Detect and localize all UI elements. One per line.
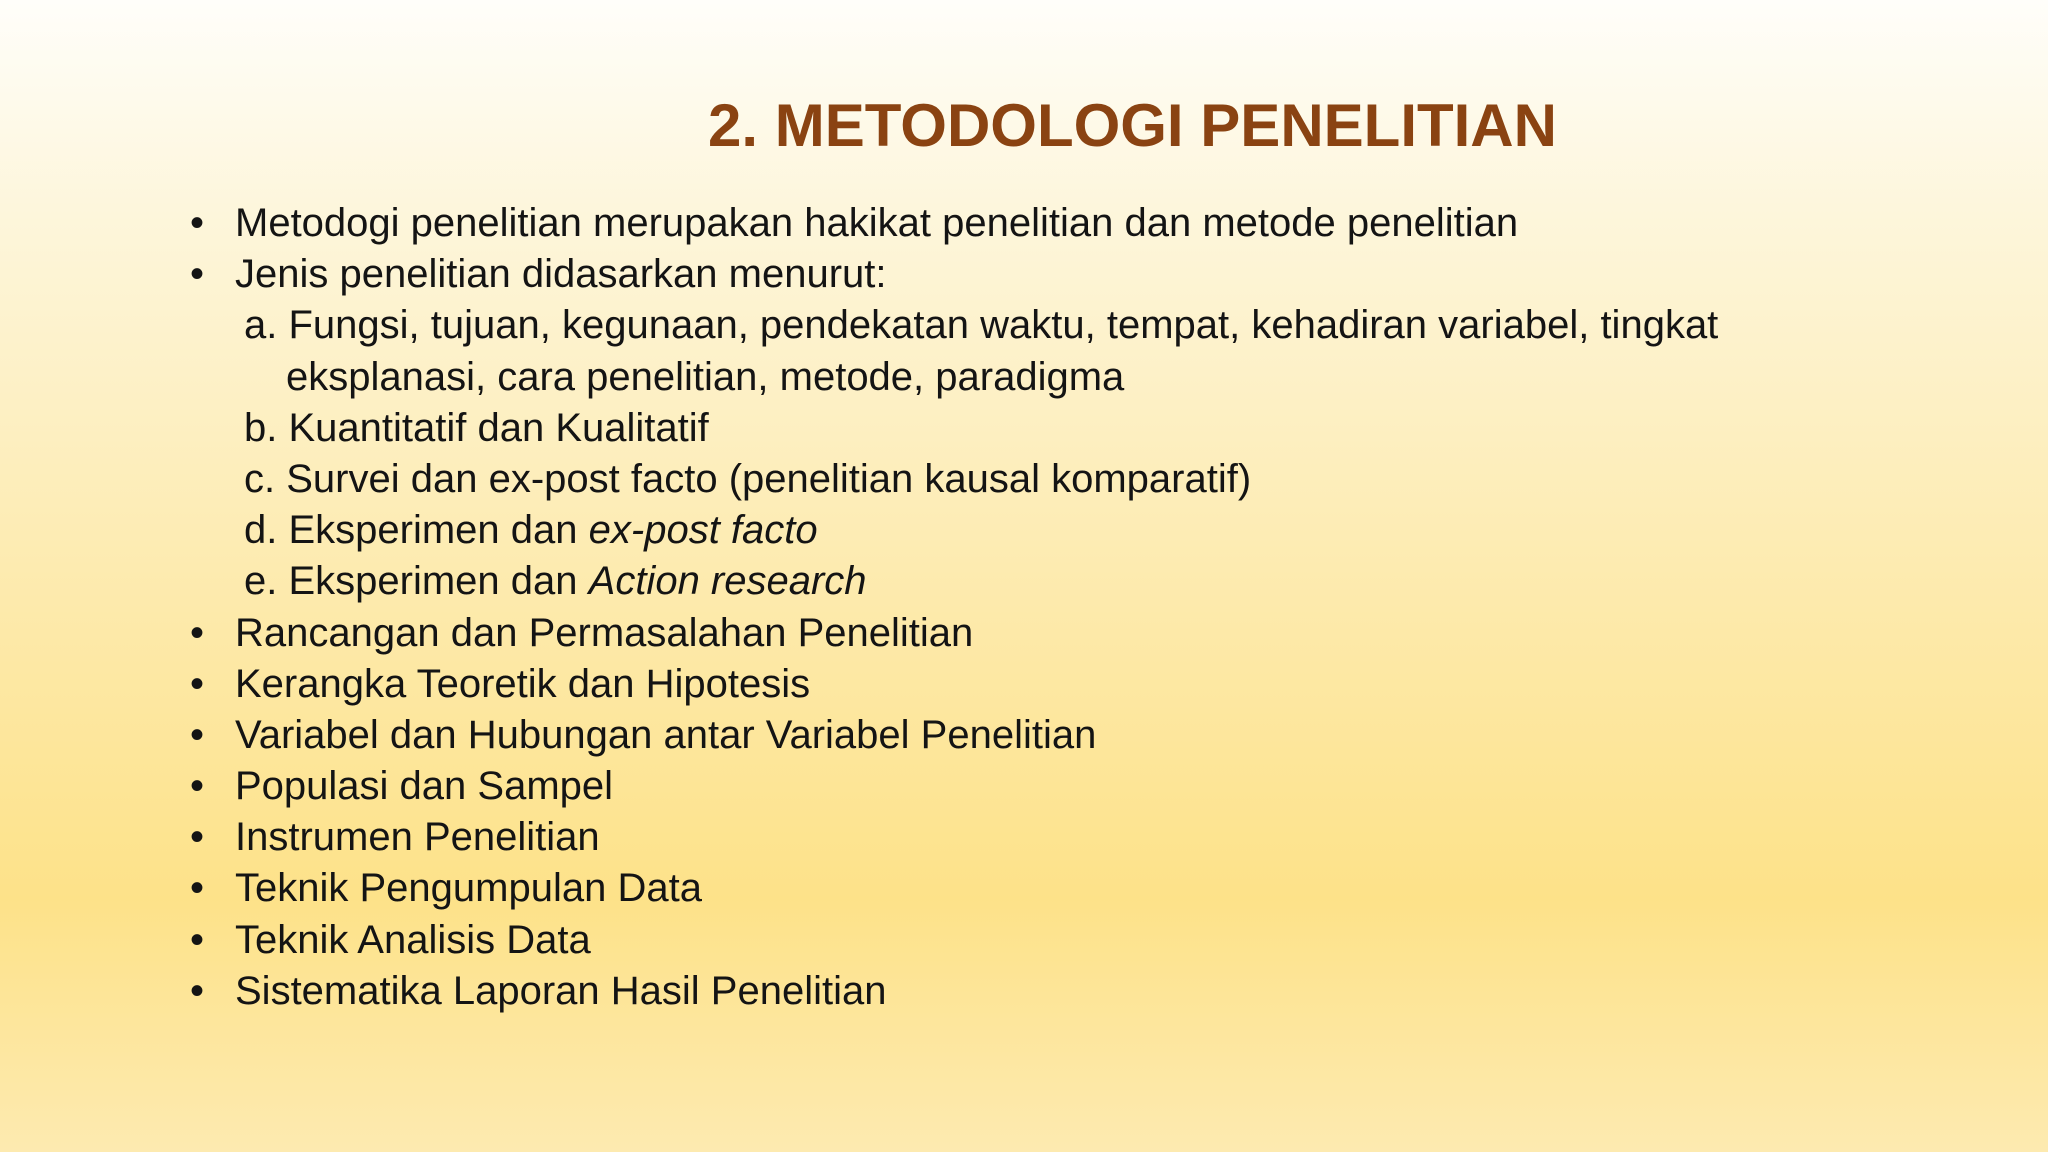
list-item-text: Teknik Pengumpulan Data bbox=[235, 866, 702, 911]
bullet-icon: • bbox=[190, 968, 205, 1013]
list-item bbox=[190, 249, 1840, 300]
bullet-icon: • bbox=[190, 712, 205, 757]
sub-item-text bbox=[244, 556, 867, 607]
sub-list-item bbox=[190, 300, 1840, 351]
sub-list-item bbox=[190, 505, 1840, 556]
list-item-text: Rancangan dan Permasalahan Penelitian bbox=[235, 610, 974, 655]
sub-list-item-continuation bbox=[190, 352, 1840, 403]
slide-title: 2. METODOLOGI PENELITIAN bbox=[708, 92, 1557, 159]
slide-content bbox=[190, 198, 1840, 1017]
sub-item-italic: Action research bbox=[588, 559, 867, 604]
list-item-text: Kerangka Teoretik dan Hipotesis bbox=[235, 661, 811, 706]
sub-list-item bbox=[190, 403, 1840, 454]
bullet-icon: • bbox=[190, 610, 205, 655]
list-item bbox=[190, 966, 1840, 1017]
sub-item-prefix: e. Eksperimen dan bbox=[244, 559, 589, 604]
list-item-text: Sistematika Laporan Hasil Penelitian bbox=[235, 968, 887, 1013]
list-item bbox=[190, 659, 1840, 710]
list-item-text: Variabel dan Hubungan antar Variabel Penelitian bbox=[235, 712, 1097, 757]
list-item bbox=[190, 198, 1840, 249]
sub-item-text: eksplanasi, cara penelitian, metode, paradigma bbox=[286, 354, 1125, 399]
list-item bbox=[190, 863, 1840, 914]
sub-item-italic: ex-post facto bbox=[588, 508, 818, 553]
sub-list-item bbox=[190, 454, 1840, 505]
list-item-text: Teknik Analisis Data bbox=[235, 917, 591, 962]
bullet-icon: • bbox=[190, 661, 205, 706]
sub-item-text: a. Fungsi, tujuan, kegunaan, pendekatan waktu, tempat, kehadiran variabel, tingkat bbox=[244, 303, 1719, 348]
sub-item-prefix: d. Eksperimen dan bbox=[244, 508, 589, 553]
bullet-icon: • bbox=[190, 917, 205, 962]
sub-list-item bbox=[190, 556, 1840, 607]
list-item bbox=[190, 710, 1840, 761]
bullet-icon: • bbox=[190, 866, 205, 911]
sub-item-text: b. Kuantitatif dan Kualitatif bbox=[244, 405, 709, 450]
list-item-text: Jenis penelitian didasarkan menurut: bbox=[235, 252, 887, 297]
sub-item-text bbox=[244, 505, 818, 556]
bullet-icon: • bbox=[190, 815, 205, 860]
list-item bbox=[190, 761, 1840, 812]
list-item-text: Instrumen Penelitian bbox=[235, 815, 600, 860]
list-item bbox=[190, 812, 1840, 863]
list-item bbox=[190, 608, 1840, 659]
list-item-text: Populasi dan Sampel bbox=[235, 764, 614, 809]
list-item bbox=[190, 915, 1840, 966]
list-item-text: Metodogi penelitian merupakan hakikat penelitian dan metode penelitian bbox=[235, 201, 1519, 245]
bullet-icon: • bbox=[190, 252, 205, 297]
bullet-icon: • bbox=[190, 201, 205, 245]
sub-item-text: c. Survei dan ex-post facto (penelitian kausal komparatif) bbox=[244, 456, 1252, 501]
bullet-icon: • bbox=[190, 764, 205, 809]
